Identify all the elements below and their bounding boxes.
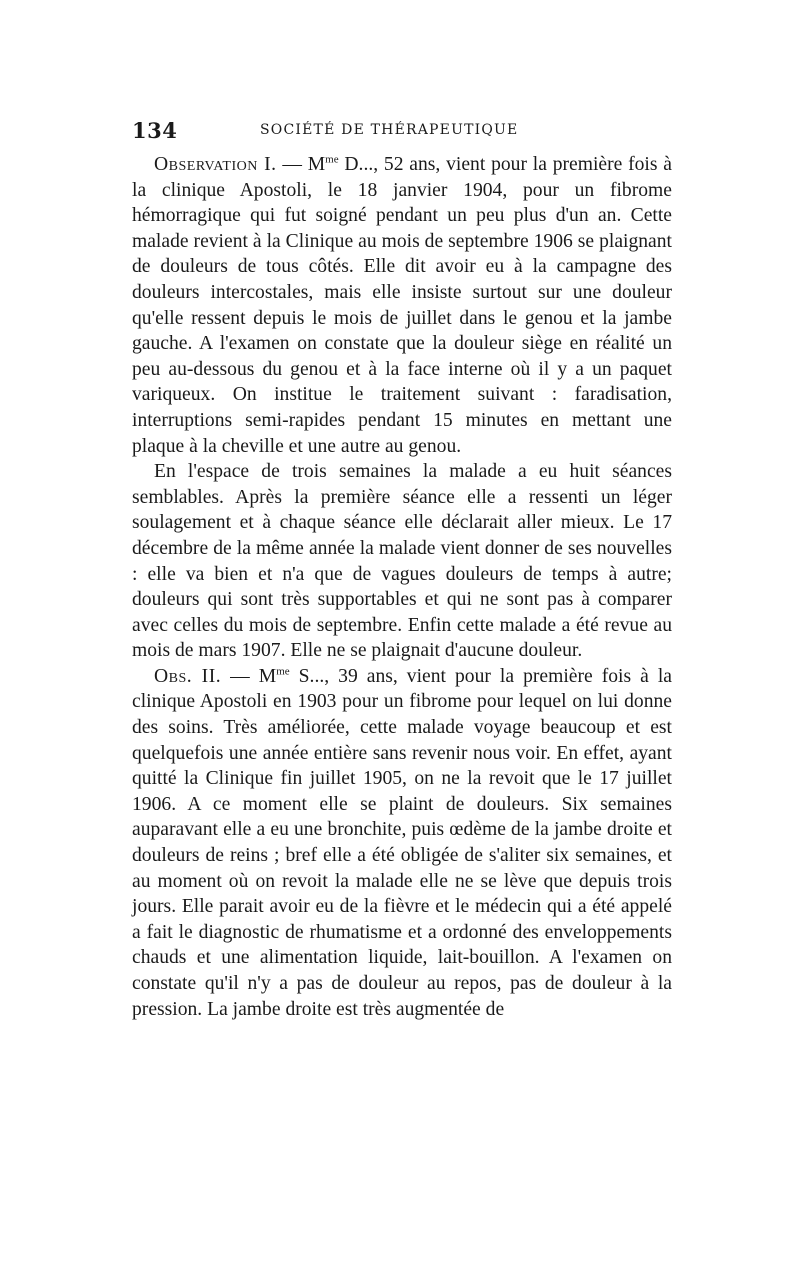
observation-2-title-sup: me — [276, 665, 290, 678]
observation-1-heading: Observation I. — [154, 154, 277, 175]
observation-1-followup-paragraph — [132, 459, 672, 664]
observation-1-title-sup: me — [325, 153, 339, 166]
observation-2-text-b: S..., 39 ans, vient pour la première fois à la clinique Apostoli en 1903 pour un fibrome pour lequel on lui donne des soins. Très améliorée, cette malade voyage beaucoup et est quelquefois une année entière sans revenir nous voir. En effet, ayant quitté la Clinique fin juillet 1905, on ne la revoit que le 17 juillet 1906. A ce moment elle se plaint de douleurs. Six semaines auparavant elle a eu une bronchite, puis œdème de la jambe droite et douleurs de reins ; bref elle a été obligée de s'aliter six semaines, et au moment où on revoit la malade elle ne se lève que depuis trois jours. Elle parait avoir eu de la fièvre et le médecin qui a été appelé a fait le diagnostic de rhumatisme et a ordonné des enveloppements chauds et une alimentation liquide, lait-bouillon. A l'examen on constate qu'il n'y a pas de douleur au repos, pas de douleur à la pression. La jambe droite est très augmentée de — [132, 665, 672, 1020]
observation-1-text-a: — M — [276, 154, 326, 175]
observation-1-followup-text: En l'espace de trois semaines la malade a eu huit séances semblables. Après la première séance elle a ressenti un léger soulagement et à chaque séance elle déclarait aller mieux. Le 17 décembre de la même année la malade vient donner de ses nouvelles : elle va bien et n'a que de vagues douleurs de temps à autre; douleurs qui sont très supportables et qui ne sont pas à comparer avec celles du mois de septembre. Enfin cette malade a été revue au mois de mars 1907. Elle ne se plaignait d'aucune douleur. — [132, 461, 672, 662]
observation-2-paragraph — [132, 664, 672, 1022]
observation-2-heading: Obs. II. — [154, 665, 222, 687]
observation-2-text-a: — M — [221, 665, 277, 687]
running-title: SOCIÉTÉ DE THÉRAPEUTIQUE — [260, 122, 519, 138]
page-number: 134 — [132, 118, 178, 143]
observation-1-paragraph — [132, 152, 672, 459]
page — [132, 118, 672, 1022]
observation-1-text-b: D..., 52 ans, vient pour la première fois à la clinique Apostoli, le 18 janvier 1904, pour un fibrome hémorragique qui fut soigné pendant un peu plus d'un an. Cette malade revient à la Clinique au mois de septembre 1906 se plaignant de douleurs de tous côtés. Elle dit avoir eu à la campagne des douleurs intercostales, mais elle insiste surtout sur une douleur qu'elle ressent depuis le mois de juillet dans le genou et la jambe gauche. A l'examen on constate que la douleur siège en réalité un peu au-dessous du genou et à la face interne où il y a un paquet variqueux. On institue le traitement suivant : faradisation, interruptions semi-rapides pendant 15 minutes en mettant une plaque à la cheville et une autre au genou. — [132, 154, 672, 457]
page-header — [132, 118, 672, 148]
body-text — [132, 152, 672, 1022]
